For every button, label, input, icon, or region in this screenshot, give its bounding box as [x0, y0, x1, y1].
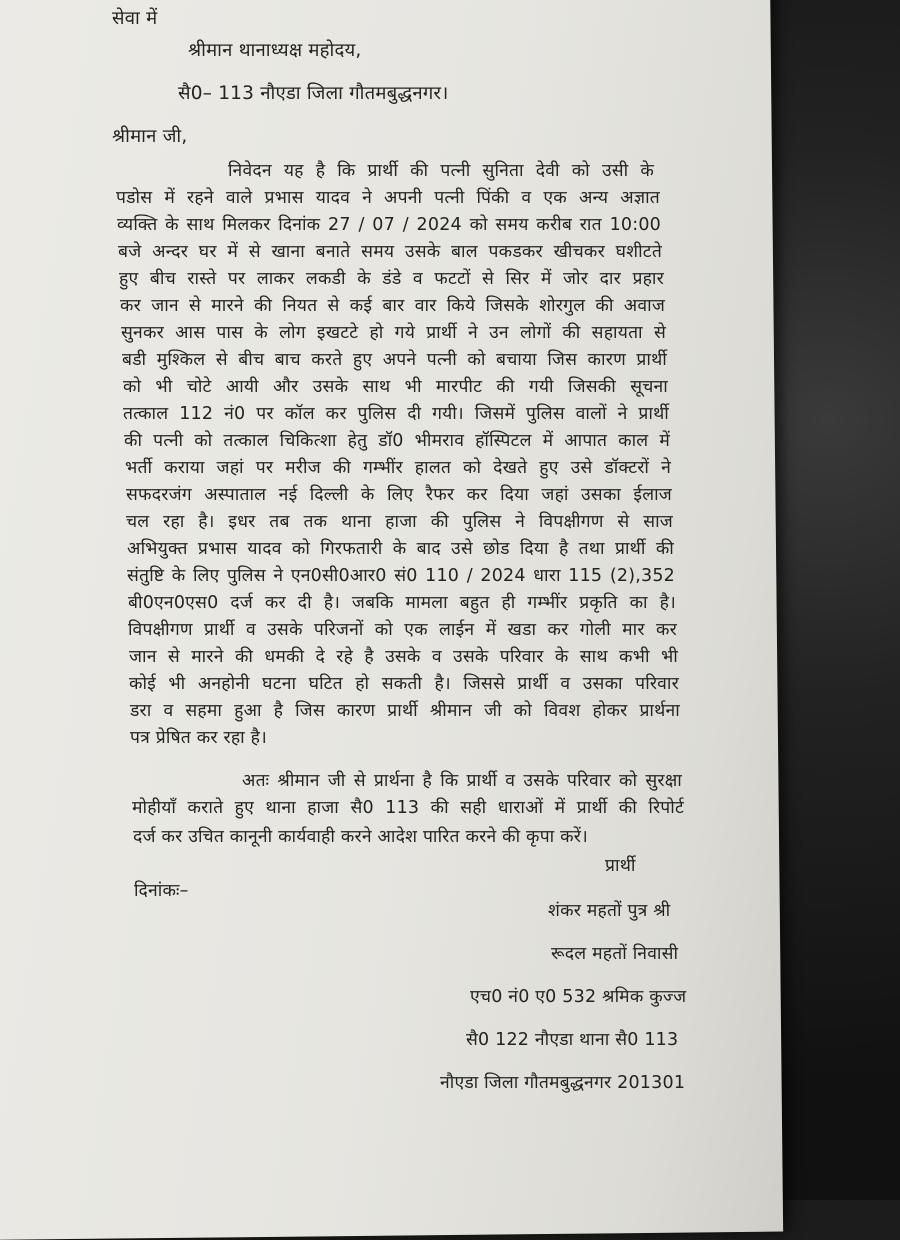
date-label: दिनांकः– [134, 881, 189, 901]
body-line: विपक्षीगण प्रार्थी व उसके परिजनों को एक लाईन में खडा कर गोली मार कर [128, 620, 677, 640]
body-line: निवेदन यह है कि प्रार्थी की पत्नी सुनिता देवी को उसी के [228, 161, 654, 181]
applicant-label: प्रार्थी [605, 856, 636, 876]
body-line: चल रहा है। इधर तब तक थाना हाजा की पुलिस ने विपक्षीगण से साज [126, 512, 673, 532]
body-line: पडोस में रहने वाले प्रभास यादव ने अपनी पत्नी पिंकी व एक अन्य अज्ञात [116, 188, 660, 208]
body-line: व्यक्ति के साथ मिलकर दिनांक 27 / 07 / 2024 को समय करीब रात 10:00 [117, 215, 661, 235]
signature-line: नौएडा जिला गौतमबुद्धनगर 201301 [440, 1073, 686, 1093]
body-line: सफदरजंग अस्पाताल नई दिल्ली के लिए रैफर कर दिया जहां उसका ईलाज [126, 485, 672, 505]
addressee-line-1: श्रीमान थानाध्यक्ष महोदय, [188, 40, 362, 61]
body-line: कर जान से मारने की नियत से कई बार वार किये जिसके शोरगुल की अवाज [120, 296, 665, 316]
salutation-to: सेवा में [112, 8, 158, 29]
body-line: की पत्नी को तत्काल चिकित्शा हेतु डॉ0 भीमराव हॉस्पिटल में आपात काल में [124, 431, 670, 451]
signature-line: एच0 नं0 ए0 532 श्रमिक कुज्ज [470, 987, 687, 1007]
body-line: तत्काल 112 नं0 पर कॉल कर पुलिस दी गयी। जिसमें पुलिस वालों ने प्रार्थी [123, 404, 669, 424]
request-line: मोहीयॉं कराते हुए थाना हाजा सै0 113 की सही धाराओं में प्रार्थी की रिपोर्ट [132, 798, 684, 818]
body-line: हुए बीच रास्ते पर लाकर लकडी के डंडे व फटटों से सिर में जोर दार प्रहार [119, 269, 664, 289]
signature-line: सै0 122 नौएडा थाना सै0 113 [466, 1030, 679, 1050]
body-line: बी0एन0एस0 दर्ज कर दी है। जबकि मामला बहुत ही गम्भींर प्रकृति का है। [128, 593, 676, 613]
body-line: सुनकर आस पास के लोग इखटटे हो गये प्रार्थी ने उन लोगों की सहायता से [121, 323, 666, 343]
request-line: दर्ज कर उचित कानूनी कार्यवाही करने आदेश पारित करने की कृपा करें। [133, 827, 588, 847]
body-line: डरा व सहमा हुआ है जिस कारण प्रार्थी श्रीमान जी को विवश होकर प्रार्थना [130, 701, 680, 721]
body-line: जान से मारने की धमकी दे रहे है उसके व उसके परिवार के साथ कभी भी [129, 647, 678, 667]
body-line: बजे अन्दर घर में से खाना बनाते समय उसके बाल पकडकर खीचकर घशीटते [118, 242, 662, 262]
body-line: बडी मुश्किल से बीच बाच करते हुए अपने पत्नी को बचाया जिस कारण प्रार्थी [122, 350, 667, 370]
request-line: अतः श्रीमान जी से प्रार्थना है कि प्रार्थी व उसके परिवार को सुरक्षा [242, 771, 682, 791]
body-line: अभियुक्त प्रभास यादव को गिरफतारी के बाद उसे छोड दिया है तथा प्रार्थी की [127, 539, 674, 559]
body-line: कोई भी अनहोनी घटना घटित हो सकती है। जिससे प्रार्थी व उसका परिवार [129, 674, 679, 694]
signature-line: शंकर महतों पुत्र श्री [548, 901, 671, 921]
addressee-line-2: सै0– 113 नौएडा जिला गौतमबुद्धनगर। [178, 83, 449, 104]
signature-line: रूदल महतों निवासी [551, 944, 679, 964]
body-line: पत्र प्रेषित कर रहा है। [130, 728, 267, 748]
body-line: संतुष्टि के लिए पुलिस ने एन0सी0आर0 सं0 110 / 2024 धारा 115 (2),352 [127, 566, 675, 586]
body-line: को भी चोटे आयी और उसके साथ भी मारपीट की गयी जिसकी सूचना [123, 377, 668, 397]
body-line: भर्ती कराया जहां पर मरीज की गम्भींर हालत को देखते हुए उसे डॉक्टरों ने [125, 458, 671, 478]
greeting: श्रीमान जी, [112, 126, 188, 147]
